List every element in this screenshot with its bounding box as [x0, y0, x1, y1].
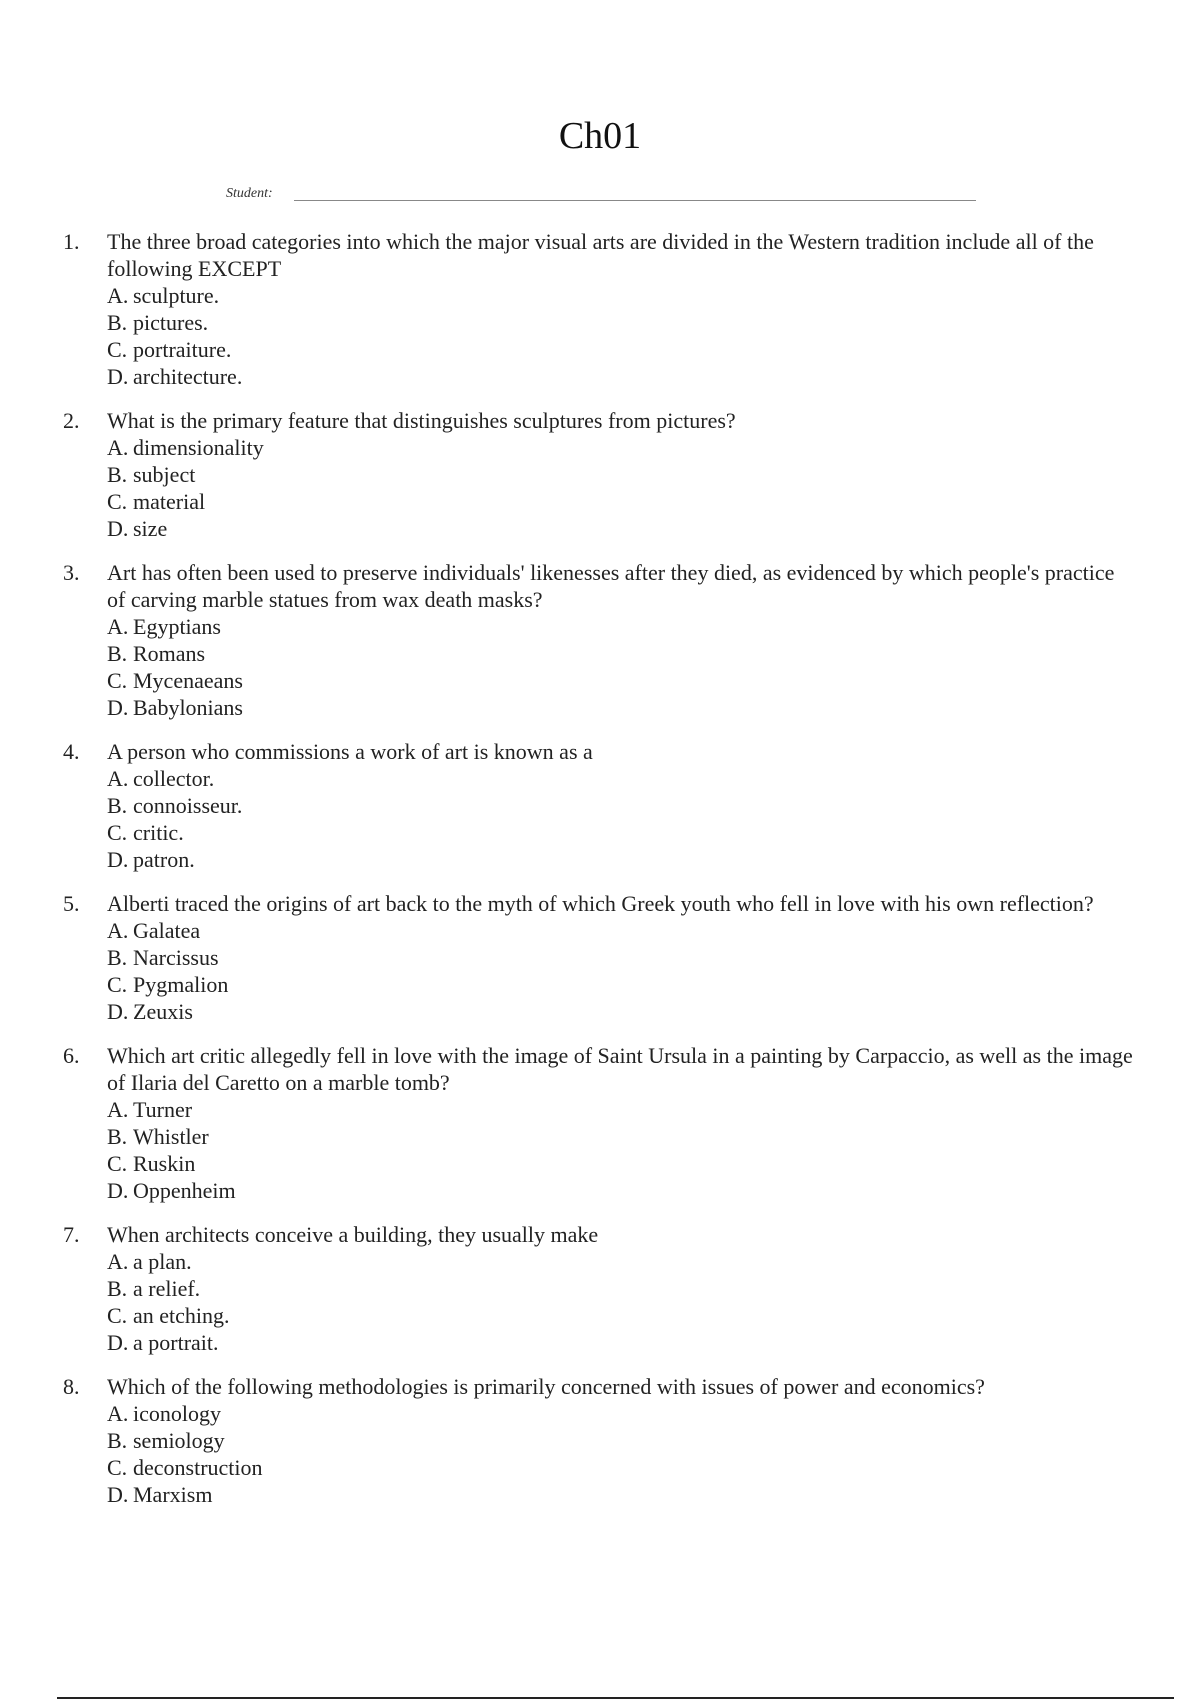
option-text: dimensionality	[133, 435, 264, 460]
answer-option	[107, 1427, 1138, 1454]
option-letter: C.	[107, 1455, 128, 1480]
answer-options	[107, 613, 1138, 721]
option-text: an etching.	[133, 1303, 230, 1328]
option-letter: A.	[107, 1401, 129, 1426]
question-5	[0, 890, 1200, 1025]
option-text: deconstruction	[133, 1455, 263, 1480]
question-2	[0, 407, 1200, 542]
student-label: Student:	[226, 186, 273, 201]
option-text: a relief.	[133, 1276, 201, 1301]
option-letter: C.	[107, 337, 128, 362]
question-number: 4.	[63, 739, 80, 764]
student-field[interactable]	[226, 183, 976, 205]
option-text: iconology	[133, 1401, 221, 1426]
option-letter: B.	[107, 1124, 128, 1149]
question-1	[0, 228, 1200, 390]
option-letter: C.	[107, 1151, 128, 1176]
answer-option	[107, 282, 1138, 309]
answer-options	[107, 1400, 1138, 1508]
question-text: Alberti traced the origins of art back to the myth of which Greek youth who fell in love with his own reflection?	[107, 891, 1094, 916]
option-text: Marxism	[133, 1482, 213, 1507]
question-number: 2.	[63, 408, 80, 433]
answer-options	[107, 765, 1138, 873]
answer-option	[107, 1329, 1138, 1356]
option-text: portraiture.	[133, 337, 232, 362]
option-letter: B.	[107, 1276, 128, 1301]
option-letter: B.	[107, 462, 128, 487]
question-7	[0, 1221, 1200, 1356]
answer-option	[107, 944, 1138, 971]
page-title: Ch01	[558, 115, 642, 157]
option-letter: C.	[107, 972, 128, 997]
question-6	[0, 1042, 1200, 1204]
answer-option	[107, 998, 1138, 1025]
option-letter: D.	[107, 1178, 129, 1203]
option-letter: D.	[107, 999, 129, 1024]
answer-option	[107, 363, 1138, 390]
answer-option	[107, 1150, 1138, 1177]
answer-option	[107, 1123, 1138, 1150]
answer-option	[107, 1177, 1138, 1204]
option-letter: D.	[107, 1482, 129, 1507]
option-letter: C.	[107, 820, 128, 845]
option-text: size	[133, 516, 168, 541]
option-text: Oppenheim	[133, 1178, 236, 1203]
option-text: Narcissus	[133, 945, 219, 970]
question-list	[0, 228, 1200, 1525]
question-text: What is the primary feature that distinguishes sculptures from pictures?	[107, 408, 736, 433]
question-text: When architects conceive a building, they usually make	[107, 1222, 599, 1247]
option-text: architecture.	[133, 364, 243, 389]
option-text: Pygmalion	[133, 972, 229, 997]
option-text: Romans	[133, 641, 206, 666]
question-number: 7.	[63, 1222, 80, 1247]
answer-option	[107, 1481, 1138, 1508]
question-3	[0, 559, 1200, 721]
option-letter: B.	[107, 310, 128, 335]
option-text: patron.	[133, 847, 195, 872]
option-letter: A.	[107, 766, 129, 791]
option-letter: B.	[107, 793, 128, 818]
question-text: The three broad categories into which the major visual arts are divided in the Western tradition include all of the following EXCEPT	[107, 229, 1094, 281]
answer-option	[107, 1096, 1138, 1123]
answer-options	[107, 282, 1138, 390]
option-text: Zeuxis	[133, 999, 193, 1024]
option-text: Egyptians	[133, 614, 221, 639]
question-4	[0, 738, 1200, 873]
answer-options	[107, 1096, 1138, 1204]
answer-option	[107, 917, 1138, 944]
option-letter: A.	[107, 1097, 129, 1122]
option-text: critic.	[133, 820, 184, 845]
answer-option	[107, 336, 1138, 363]
answer-option	[107, 846, 1138, 873]
option-letter: C.	[107, 668, 128, 693]
option-letter: B.	[107, 945, 128, 970]
question-number: 8.	[63, 1374, 80, 1399]
answer-option	[107, 765, 1138, 792]
question-number: 6.	[63, 1043, 80, 1068]
option-letter: D.	[107, 695, 129, 720]
option-text: sculpture.	[133, 283, 220, 308]
option-letter: D.	[107, 847, 129, 872]
answer-options	[107, 434, 1138, 542]
answer-option	[107, 1275, 1138, 1302]
answer-option	[107, 971, 1138, 998]
answer-option	[107, 488, 1138, 515]
question-number: 3.	[63, 560, 80, 585]
option-letter: C.	[107, 1303, 128, 1328]
answer-options	[107, 917, 1138, 1025]
option-text: subject	[133, 462, 196, 487]
option-letter: D.	[107, 364, 129, 389]
option-text: Galatea	[133, 918, 201, 943]
answer-option	[107, 515, 1138, 542]
option-text: Whistler	[133, 1124, 209, 1149]
answer-option	[107, 1400, 1138, 1427]
option-text: pictures.	[133, 310, 209, 335]
answer-option	[107, 613, 1138, 640]
option-letter: A.	[107, 1249, 129, 1274]
question-8	[0, 1373, 1200, 1508]
answer-option	[107, 1454, 1138, 1481]
answer-option	[107, 1302, 1138, 1329]
question-text: Art has often been used to preserve individuals' likenesses after they died, as evidenced by which people's practice of carving marble statues from wax death masks?	[107, 560, 1115, 612]
option-text: Turner	[133, 1097, 193, 1122]
answer-option	[107, 1248, 1138, 1275]
option-letter: A.	[107, 435, 129, 460]
question-text: Which of the following methodologies is primarily concerned with issues of power and economics?	[107, 1374, 985, 1399]
option-text: Babylonians	[133, 695, 243, 720]
option-letter: B.	[107, 1428, 128, 1453]
option-text: semiology	[133, 1428, 225, 1453]
option-text: a plan.	[133, 1249, 192, 1274]
answer-option	[107, 694, 1138, 721]
answer-option	[107, 309, 1138, 336]
question-text: Which art critic allegedly fell in love with the image of Saint Ursula in a painting by Carpaccio, as well as the image of Ilaria del Caretto on a marble tomb?	[107, 1043, 1133, 1095]
question-text: A person who commissions a work of art is known as a	[107, 739, 593, 764]
answer-option	[107, 819, 1138, 846]
option-text: Ruskin	[133, 1151, 196, 1176]
answer-option	[107, 461, 1138, 488]
option-text: a portrait.	[133, 1330, 219, 1355]
option-letter: A.	[107, 614, 129, 639]
option-letter: D.	[107, 1330, 129, 1355]
answer-option	[107, 667, 1138, 694]
question-number: 1.	[63, 229, 80, 254]
option-letter: A.	[107, 918, 129, 943]
question-number: 5.	[63, 891, 80, 916]
answer-option	[107, 792, 1138, 819]
student-name-line[interactable]	[294, 200, 976, 201]
option-letter: D.	[107, 516, 129, 541]
option-text: material	[133, 489, 206, 514]
option-text: Mycenaeans	[133, 668, 243, 693]
option-text: connoisseur.	[133, 793, 243, 818]
answer-option	[107, 640, 1138, 667]
option-text: collector.	[133, 766, 215, 791]
answer-option	[107, 434, 1138, 461]
option-letter: B.	[107, 641, 128, 666]
footer-rule	[57, 1697, 1174, 1699]
option-letter: C.	[107, 489, 128, 514]
answer-options	[107, 1248, 1138, 1356]
option-letter: A.	[107, 283, 129, 308]
